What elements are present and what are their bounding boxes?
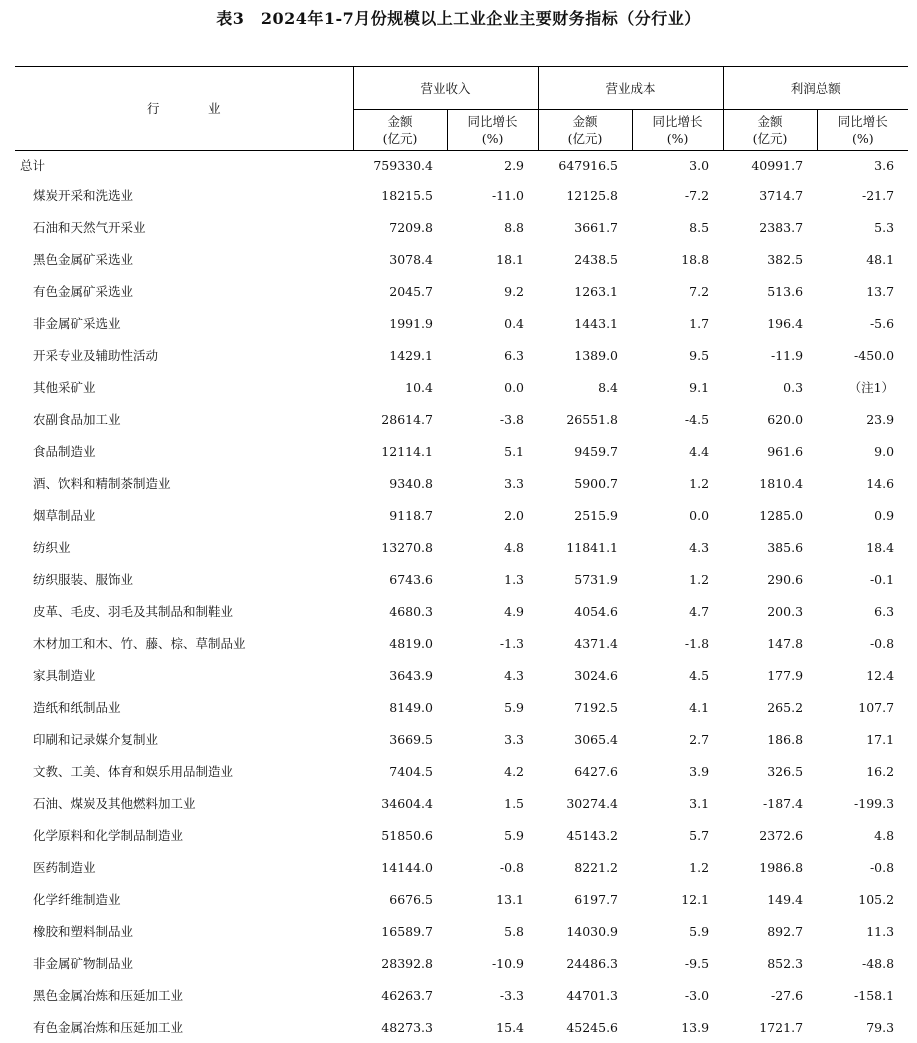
cost-amount-cell: 6427.6 xyxy=(538,755,632,787)
table-row xyxy=(15,755,908,787)
cost-amount-cell: 14030.9 xyxy=(538,915,632,947)
table-row xyxy=(15,499,908,531)
cost-amount-cell: 2515.9 xyxy=(538,499,632,531)
profit-growth-cell: 12.4 xyxy=(817,659,908,691)
cost-amount-cell: 12125.8 xyxy=(538,179,632,211)
revenue-growth-cell: 4.3 xyxy=(447,659,538,691)
revenue-growth-cell: -11.0 xyxy=(447,179,538,211)
revenue-amount-cell: 2045.7 xyxy=(353,275,447,307)
revenue-amount-cell: 28392.8 xyxy=(353,947,447,979)
cost-growth-cell: 13.9 xyxy=(632,1011,723,1043)
industry-name: 化学原料和化学制品制造业 xyxy=(15,819,353,851)
revenue-amount-cell: 46263.7 xyxy=(353,979,447,1011)
table-row xyxy=(15,723,908,755)
revenue-amount-cell: 759330.4 xyxy=(353,151,447,180)
cost-growth-cell: 1.2 xyxy=(632,467,723,499)
revenue-amount-cell: 13270.8 xyxy=(353,531,447,563)
amount-label: 金额 xyxy=(758,114,783,129)
revenue-amount-cell: 1991.9 xyxy=(353,307,447,339)
revenue-amount-cell: 6676.5 xyxy=(353,883,447,915)
industry-column-header xyxy=(15,67,353,151)
industry-name: 纺织服装、服饰业 xyxy=(15,563,353,595)
cost-growth-cell: 18.8 xyxy=(632,243,723,275)
cost-group-header: 营业成本 xyxy=(538,67,723,110)
revenue-growth-cell: 5.9 xyxy=(447,819,538,851)
cost-amount-cell: 3661.7 xyxy=(538,211,632,243)
cost-growth-cell: 5.7 xyxy=(632,819,723,851)
profit-amount-cell: 2383.7 xyxy=(723,211,817,243)
table-row xyxy=(15,563,908,595)
growth-unit: (%) xyxy=(667,131,689,146)
cost-growth-cell: -1.8 xyxy=(632,627,723,659)
profit-growth-header xyxy=(817,110,908,151)
cost-amount-cell: 8.4 xyxy=(538,371,632,403)
revenue-growth-cell: 6.3 xyxy=(447,339,538,371)
amount-unit: (亿元) xyxy=(753,131,788,146)
table-row xyxy=(15,339,908,371)
cost-amount-cell: 6197.7 xyxy=(538,883,632,915)
profit-amount-cell: 290.6 xyxy=(723,563,817,595)
cost-growth-cell: 4.5 xyxy=(632,659,723,691)
revenue-amount-cell: 9118.7 xyxy=(353,499,447,531)
profit-amount-cell: 1810.4 xyxy=(723,467,817,499)
industry-name: 木材加工和木、竹、藤、棕、草制品业 xyxy=(15,627,353,659)
cost-growth-cell: 9.1 xyxy=(632,371,723,403)
revenue-growth-cell: 4.8 xyxy=(447,531,538,563)
profit-growth-cell: 11.3 xyxy=(817,915,908,947)
profit-growth-cell: 13.7 xyxy=(817,275,908,307)
cost-growth-cell: 1.2 xyxy=(632,851,723,883)
cost-growth-cell: 4.4 xyxy=(632,435,723,467)
table-row xyxy=(15,435,908,467)
revenue-growth-cell: -3.3 xyxy=(447,979,538,1011)
growth-label: 同比增长 xyxy=(468,114,518,129)
profit-amount-cell: 513.6 xyxy=(723,275,817,307)
table-row xyxy=(15,627,908,659)
amount-label: 金额 xyxy=(573,114,598,129)
cost-amount-cell: 9459.7 xyxy=(538,435,632,467)
profit-amount-cell: 40991.7 xyxy=(723,151,817,180)
profit-amount-cell: -27.6 xyxy=(723,979,817,1011)
revenue-amount-cell: 8149.0 xyxy=(353,691,447,723)
profit-growth-cell: -21.7 xyxy=(817,179,908,211)
industry-name: 黑色金属矿采选业 xyxy=(15,243,353,275)
profit-amount-cell: 196.4 xyxy=(723,307,817,339)
table-row xyxy=(15,691,908,723)
revenue-growth-cell: 13.1 xyxy=(447,883,538,915)
revenue-amount-cell: 6743.6 xyxy=(353,563,447,595)
profit-growth-cell: 9.0 xyxy=(817,435,908,467)
industry-name: 开采专业及辅助性活动 xyxy=(15,339,353,371)
cost-amount-cell: 3065.4 xyxy=(538,723,632,755)
revenue-amount-cell: 1429.1 xyxy=(353,339,447,371)
profit-growth-cell: -0.8 xyxy=(817,851,908,883)
revenue-growth-cell: -10.9 xyxy=(447,947,538,979)
revenue-growth-cell: 3.3 xyxy=(447,467,538,499)
revenue-growth-cell: 5.9 xyxy=(447,691,538,723)
revenue-amount-cell: 14144.0 xyxy=(353,851,447,883)
cost-amount-cell: 5900.7 xyxy=(538,467,632,499)
industry-name: 文教、工美、体育和娱乐用品制造业 xyxy=(15,755,353,787)
cost-amount-cell: 26551.8 xyxy=(538,403,632,435)
profit-amount-cell: 1721.7 xyxy=(723,1011,817,1043)
table-row xyxy=(15,1011,908,1043)
profit-growth-cell: 105.2 xyxy=(817,883,908,915)
cost-growth-cell: -7.2 xyxy=(632,179,723,211)
revenue-amount-header xyxy=(353,110,447,151)
revenue-amount-cell: 7209.8 xyxy=(353,211,447,243)
revenue-growth-header xyxy=(447,110,538,151)
table-header xyxy=(15,67,908,151)
profit-growth-cell: 79.3 xyxy=(817,1011,908,1043)
revenue-growth-cell: -0.8 xyxy=(447,851,538,883)
revenue-growth-cell: 1.5 xyxy=(447,787,538,819)
table-row xyxy=(15,179,908,211)
cost-amount-cell: 3024.6 xyxy=(538,659,632,691)
industry-name: 黑色金属冶炼和压延加工业 xyxy=(15,979,353,1011)
profit-growth-cell: 6.3 xyxy=(817,595,908,627)
revenue-growth-cell: 0.0 xyxy=(447,371,538,403)
revenue-amount-cell: 18215.5 xyxy=(353,179,447,211)
profit-amount-cell: -187.4 xyxy=(723,787,817,819)
industry-name: 非金属矿采选业 xyxy=(15,307,353,339)
table-row xyxy=(15,883,908,915)
profit-growth-cell: -0.1 xyxy=(817,563,908,595)
table-row xyxy=(15,787,908,819)
cost-amount-cell: 1263.1 xyxy=(538,275,632,307)
industry-name: 家具制造业 xyxy=(15,659,353,691)
cost-amount-cell: 7192.5 xyxy=(538,691,632,723)
profit-growth-cell: -158.1 xyxy=(817,979,908,1011)
revenue-group-header: 营业收入 xyxy=(353,67,538,110)
table-row xyxy=(15,851,908,883)
industry-name: 有色金属冶炼和压延加工业 xyxy=(15,1011,353,1043)
profit-amount-cell: 1986.8 xyxy=(723,851,817,883)
revenue-growth-cell: 2.9 xyxy=(447,151,538,180)
profit-growth-cell: 23.9 xyxy=(817,403,908,435)
revenue-amount-cell: 3669.5 xyxy=(353,723,447,755)
profit-growth-cell: -450.0 xyxy=(817,339,908,371)
cost-growth-cell: 12.1 xyxy=(632,883,723,915)
cost-growth-cell: 1.7 xyxy=(632,307,723,339)
profit-growth-cell: 48.1 xyxy=(817,243,908,275)
cost-growth-cell: 0.0 xyxy=(632,499,723,531)
industry-name: 纺织业 xyxy=(15,531,353,563)
profit-growth-cell: 16.2 xyxy=(817,755,908,787)
profit-amount-cell: 892.7 xyxy=(723,915,817,947)
cost-amount-cell: 647916.5 xyxy=(538,151,632,180)
industry-name: 石油和天然气开采业 xyxy=(15,211,353,243)
profit-growth-cell: -5.6 xyxy=(817,307,908,339)
revenue-amount-cell: 28614.7 xyxy=(353,403,447,435)
growth-unit: (%) xyxy=(852,131,874,146)
profit-amount-cell: 0.3 xyxy=(723,371,817,403)
revenue-growth-cell: 5.1 xyxy=(447,435,538,467)
revenue-growth-cell: 9.2 xyxy=(447,275,538,307)
revenue-growth-cell: 1.3 xyxy=(447,563,538,595)
cost-amount-cell: 44701.3 xyxy=(538,979,632,1011)
revenue-growth-cell: -3.8 xyxy=(447,403,538,435)
table-row xyxy=(15,595,908,627)
industry-name: 非金属矿物制品业 xyxy=(15,947,353,979)
table-row xyxy=(15,819,908,851)
profit-amount-cell: 326.5 xyxy=(723,755,817,787)
industry-name: 其他采矿业 xyxy=(15,371,353,403)
table-row xyxy=(15,979,908,1011)
profit-amount-cell: -11.9 xyxy=(723,339,817,371)
page-title: 表3 2024年1-7月份规模以上工业企业主要财务指标（分行业） xyxy=(0,6,917,29)
table-row xyxy=(15,211,908,243)
industry-name: 化学纤维制造业 xyxy=(15,883,353,915)
cost-amount-cell: 30274.4 xyxy=(538,787,632,819)
table-body xyxy=(15,151,908,1043)
profit-amount-cell: 382.5 xyxy=(723,243,817,275)
growth-label: 同比增长 xyxy=(653,114,703,129)
cost-growth-cell: 4.1 xyxy=(632,691,723,723)
cost-amount-cell: 1443.1 xyxy=(538,307,632,339)
profit-amount-cell: 186.8 xyxy=(723,723,817,755)
growth-unit: (%) xyxy=(482,131,504,146)
revenue-amount-cell: 4680.3 xyxy=(353,595,447,627)
revenue-growth-cell: 2.0 xyxy=(447,499,538,531)
profit-amount-cell: 149.4 xyxy=(723,883,817,915)
profit-growth-cell: 4.8 xyxy=(817,819,908,851)
revenue-amount-cell: 3078.4 xyxy=(353,243,447,275)
cost-growth-cell: -4.5 xyxy=(632,403,723,435)
cost-amount-cell: 2438.5 xyxy=(538,243,632,275)
industry-name: 酒、饮料和精制茶制造业 xyxy=(15,467,353,499)
profit-amount-cell: 1285.0 xyxy=(723,499,817,531)
industry-name: 煤炭开采和洗选业 xyxy=(15,179,353,211)
profit-amount-cell: 852.3 xyxy=(723,947,817,979)
industry-name: 有色金属矿采选业 xyxy=(15,275,353,307)
industry-name: 皮革、毛皮、羽毛及其制品和制鞋业 xyxy=(15,595,353,627)
revenue-growth-cell: 4.2 xyxy=(447,755,538,787)
profit-amount-cell: 200.3 xyxy=(723,595,817,627)
profit-amount-cell: 2372.6 xyxy=(723,819,817,851)
table-row xyxy=(15,275,908,307)
cost-amount-header xyxy=(538,110,632,151)
profit-growth-cell: 14.6 xyxy=(817,467,908,499)
revenue-growth-cell: 0.4 xyxy=(447,307,538,339)
industry-header-label: 行 业 xyxy=(129,101,239,116)
profit-amount-header xyxy=(723,110,817,151)
cost-growth-cell: 3.1 xyxy=(632,787,723,819)
industry-name: 食品制造业 xyxy=(15,435,353,467)
industry-name: 医药制造业 xyxy=(15,851,353,883)
profit-amount-cell: 265.2 xyxy=(723,691,817,723)
cost-growth-cell: 5.9 xyxy=(632,915,723,947)
revenue-growth-cell: 8.8 xyxy=(447,211,538,243)
industry-name: 橡胶和塑料制品业 xyxy=(15,915,353,947)
cost-amount-cell: 11841.1 xyxy=(538,531,632,563)
revenue-growth-cell: 4.9 xyxy=(447,595,538,627)
cost-growth-cell: 2.7 xyxy=(632,723,723,755)
profit-growth-cell: -199.3 xyxy=(817,787,908,819)
profit-growth-cell: -0.8 xyxy=(817,627,908,659)
revenue-amount-cell: 48273.3 xyxy=(353,1011,447,1043)
cost-amount-cell: 45143.2 xyxy=(538,819,632,851)
revenue-amount-cell: 16589.7 xyxy=(353,915,447,947)
table-row xyxy=(15,915,908,947)
profit-growth-cell: 17.1 xyxy=(817,723,908,755)
profit-amount-cell: 385.6 xyxy=(723,531,817,563)
revenue-growth-cell: 18.1 xyxy=(447,243,538,275)
profit-growth-cell: 107.7 xyxy=(817,691,908,723)
cost-growth-cell: 9.5 xyxy=(632,339,723,371)
profit-amount-cell: 3714.7 xyxy=(723,179,817,211)
cost-growth-cell: 4.3 xyxy=(632,531,723,563)
revenue-amount-cell: 34604.4 xyxy=(353,787,447,819)
profit-amount-cell: 961.6 xyxy=(723,435,817,467)
table-row xyxy=(15,243,908,275)
industry-name: 造纸和纸制品业 xyxy=(15,691,353,723)
revenue-amount-cell: 9340.8 xyxy=(353,467,447,499)
profit-growth-cell: 0.9 xyxy=(817,499,908,531)
revenue-amount-cell: 4819.0 xyxy=(353,627,447,659)
cost-growth-cell: -9.5 xyxy=(632,947,723,979)
cost-growth-cell: 3.9 xyxy=(632,755,723,787)
table-row xyxy=(15,467,908,499)
industry-name: 农副食品加工业 xyxy=(15,403,353,435)
cost-growth-cell: 8.5 xyxy=(632,211,723,243)
table-row xyxy=(15,371,908,403)
cost-growth-cell: 7.2 xyxy=(632,275,723,307)
profit-amount-cell: 147.8 xyxy=(723,627,817,659)
revenue-amount-cell: 12114.1 xyxy=(353,435,447,467)
amount-unit: (亿元) xyxy=(383,131,418,146)
industry-name: 印刷和记录媒介复制业 xyxy=(15,723,353,755)
amount-unit: (亿元) xyxy=(568,131,603,146)
cost-amount-cell: 5731.9 xyxy=(538,563,632,595)
table-row xyxy=(15,659,908,691)
profit-growth-cell: 18.4 xyxy=(817,531,908,563)
industry-name: 烟草制品业 xyxy=(15,499,353,531)
profit-growth-cell: 5.3 xyxy=(817,211,908,243)
revenue-amount-cell: 51850.6 xyxy=(353,819,447,851)
revenue-growth-cell: 15.4 xyxy=(447,1011,538,1043)
profit-growth-cell: -48.8 xyxy=(817,947,908,979)
revenue-amount-cell: 10.4 xyxy=(353,371,447,403)
financial-indicators-table xyxy=(15,66,908,1043)
revenue-amount-cell: 7404.5 xyxy=(353,755,447,787)
cost-growth-cell: -3.0 xyxy=(632,979,723,1011)
table-row xyxy=(15,531,908,563)
cost-amount-cell: 8221.2 xyxy=(538,851,632,883)
amount-label: 金额 xyxy=(387,114,412,129)
revenue-growth-cell: 5.8 xyxy=(447,915,538,947)
growth-label: 同比增长 xyxy=(838,114,888,129)
table-row xyxy=(15,307,908,339)
industry-name: 总计 xyxy=(15,151,353,180)
cost-growth-cell: 3.0 xyxy=(632,151,723,180)
cost-growth-cell: 4.7 xyxy=(632,595,723,627)
table-row xyxy=(15,947,908,979)
cost-growth-cell: 1.2 xyxy=(632,563,723,595)
cost-amount-cell: 4054.6 xyxy=(538,595,632,627)
cost-growth-header xyxy=(632,110,723,151)
cost-amount-cell: 24486.3 xyxy=(538,947,632,979)
revenue-growth-cell: 3.3 xyxy=(447,723,538,755)
cost-amount-cell: 4371.4 xyxy=(538,627,632,659)
profit-amount-cell: 620.0 xyxy=(723,403,817,435)
revenue-growth-cell: -1.3 xyxy=(447,627,538,659)
table-row xyxy=(15,403,908,435)
profit-amount-cell: 177.9 xyxy=(723,659,817,691)
industry-name: 石油、煤炭及其他燃料加工业 xyxy=(15,787,353,819)
profit-growth-cell: （注1） xyxy=(817,371,908,403)
table-row xyxy=(15,151,908,180)
cost-amount-cell: 45245.6 xyxy=(538,1011,632,1043)
profit-growth-cell: 3.6 xyxy=(817,151,908,180)
revenue-amount-cell: 3643.9 xyxy=(353,659,447,691)
profit-group-header: 利润总额 xyxy=(723,67,908,110)
cost-amount-cell: 1389.0 xyxy=(538,339,632,371)
